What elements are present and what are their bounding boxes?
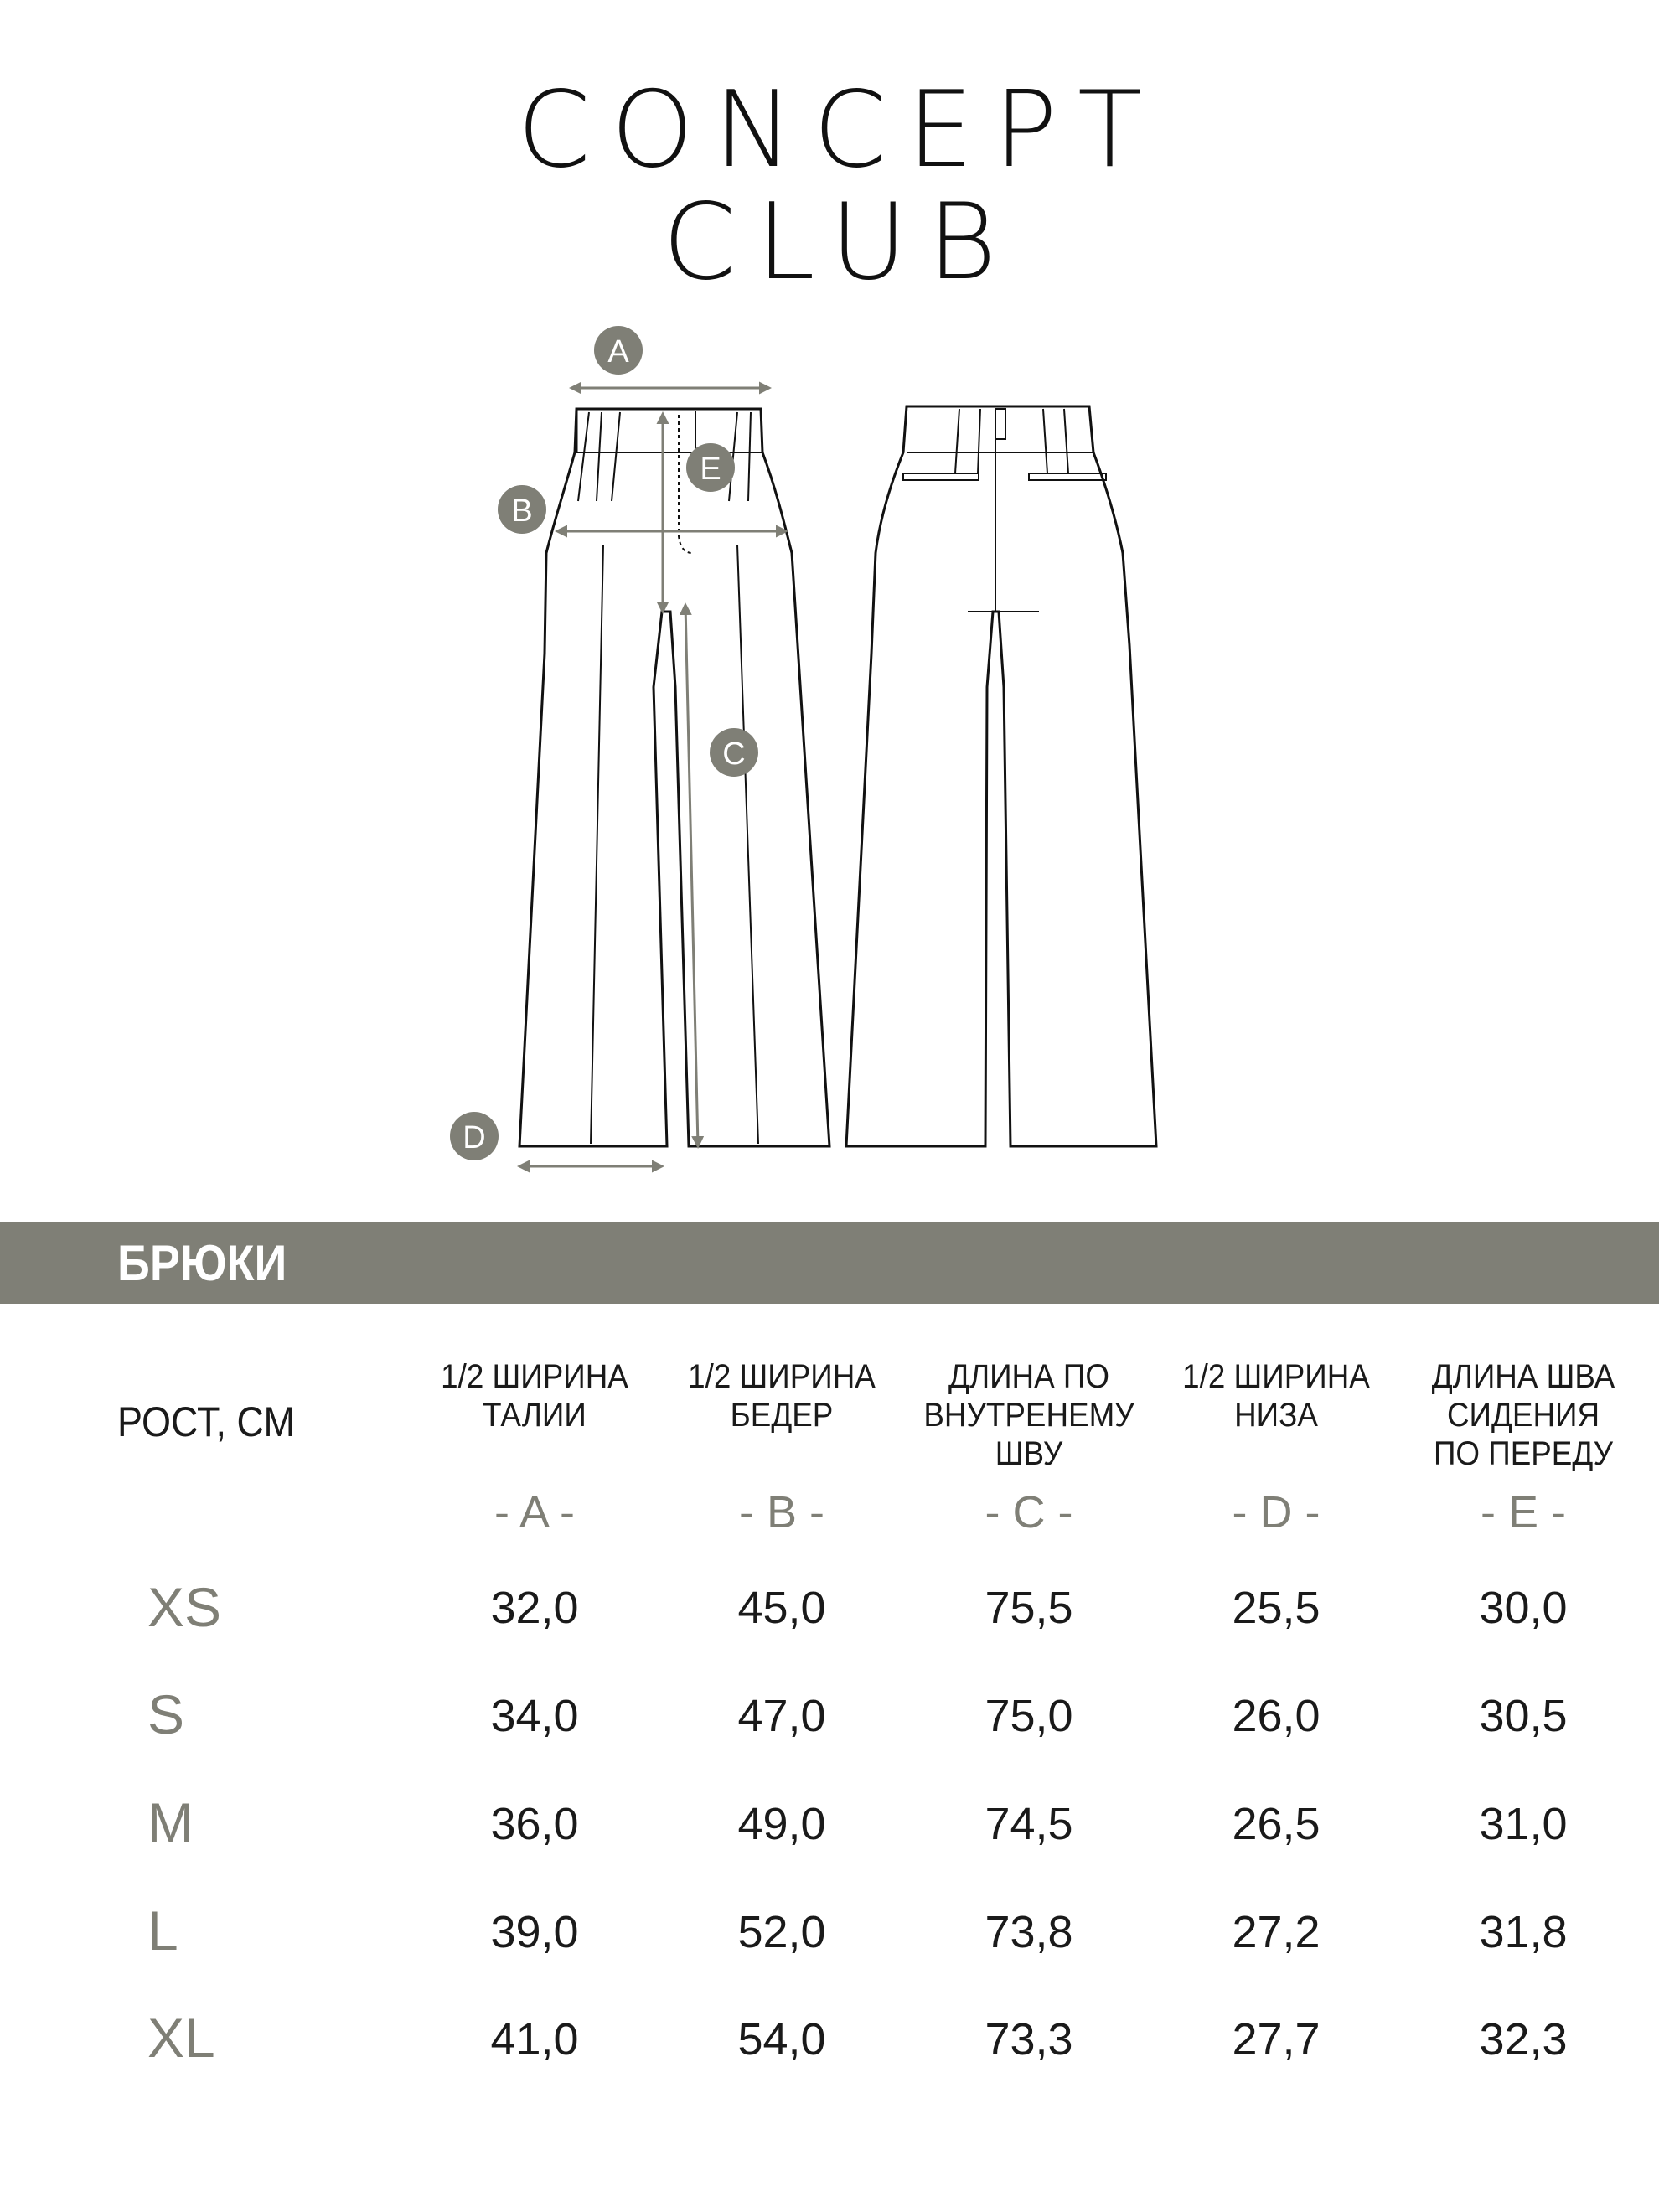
- table-cell: 39,0: [490, 1907, 579, 1957]
- table-cell: 32,3: [1479, 2014, 1568, 2065]
- marker-b-label: B: [511, 494, 533, 529]
- table-cell: 34,0: [490, 1691, 579, 1741]
- column-letter-b: - B -: [739, 1487, 824, 1538]
- table-cell: 31,8: [1479, 1907, 1568, 1957]
- table-cell: 75,5: [985, 1583, 1073, 1633]
- table-cell: 52,0: [737, 1907, 826, 1957]
- table-cell: 45,0: [737, 1583, 826, 1633]
- column-letter-c: - C -: [985, 1487, 1073, 1538]
- table-cell: 36,0: [490, 1799, 579, 1849]
- table-cell: 73,8: [985, 1907, 1073, 1957]
- brand-logo-line2: CLUB: [662, 180, 1017, 303]
- section-band: [0, 1222, 1659, 1304]
- column-letter-e: - E -: [1481, 1487, 1566, 1538]
- table-cell: 41,0: [490, 2014, 579, 2065]
- table-cell: 47,0: [737, 1691, 826, 1741]
- table-cell: 32,0: [490, 1583, 579, 1633]
- table-cell: 49,0: [737, 1799, 826, 1849]
- column-letter-a: - A -: [494, 1487, 576, 1538]
- column-header-b: 1/2 ШИРИНА БЕДЕР: [688, 1358, 876, 1434]
- table-cell: 26,5: [1232, 1799, 1320, 1849]
- row-header: РОСТ, СМ: [117, 1398, 296, 1445]
- column-letter-d: - D -: [1232, 1487, 1320, 1538]
- table-cell: 74,5: [985, 1799, 1073, 1849]
- marker-e-icon: [686, 443, 735, 492]
- table-cell: 26,0: [1232, 1691, 1320, 1741]
- size-label-l: L: [147, 1899, 178, 1961]
- table-cell: 31,0: [1479, 1799, 1568, 1849]
- column-header-c: ДЛИНА ПО ВНУТРЕНЕМУ ШВУ: [923, 1358, 1134, 1472]
- size-label-xl: XL: [147, 2007, 215, 2069]
- size-label-m: M: [147, 1791, 194, 1853]
- table-cell: 30,5: [1479, 1691, 1568, 1741]
- column-header-a: 1/2 ШИРИНА ТАЛИИ: [441, 1358, 628, 1434]
- table-cell: 27,2: [1232, 1907, 1320, 1957]
- table-cell: 27,7: [1232, 2014, 1320, 2065]
- marker-a-label: A: [607, 334, 629, 370]
- size-label-s: S: [147, 1683, 185, 1745]
- size-label-xs: XS: [147, 1576, 222, 1638]
- table-cell: 30,0: [1479, 1583, 1568, 1633]
- column-header-e: ДЛИНА ШВА СИДЕНИЯ ПО ПЕРЕДУ: [1431, 1358, 1615, 1472]
- marker-c-icon: [710, 728, 758, 777]
- marker-e-label: E: [700, 452, 721, 487]
- marker-a-icon: [594, 326, 643, 375]
- marker-c-label: C: [722, 736, 746, 772]
- table-cell: 25,5: [1232, 1583, 1320, 1633]
- trousers-front-icon: [519, 409, 830, 1146]
- table-cell: 73,3: [985, 2014, 1073, 2065]
- brand-logo-line1: CONCEPT: [517, 68, 1162, 191]
- section-title: БРЮКИ: [117, 1235, 287, 1291]
- marker-d-label: D: [463, 1120, 486, 1155]
- marker-b-icon: [498, 485, 546, 534]
- column-header-d: 1/2 ШИРИНА НИЗА: [1182, 1358, 1370, 1434]
- trousers-back-icon: [846, 406, 1156, 1146]
- table-cell: 75,0: [985, 1691, 1073, 1741]
- table-cell: 54,0: [737, 2014, 826, 2065]
- marker-d-icon: [450, 1112, 499, 1160]
